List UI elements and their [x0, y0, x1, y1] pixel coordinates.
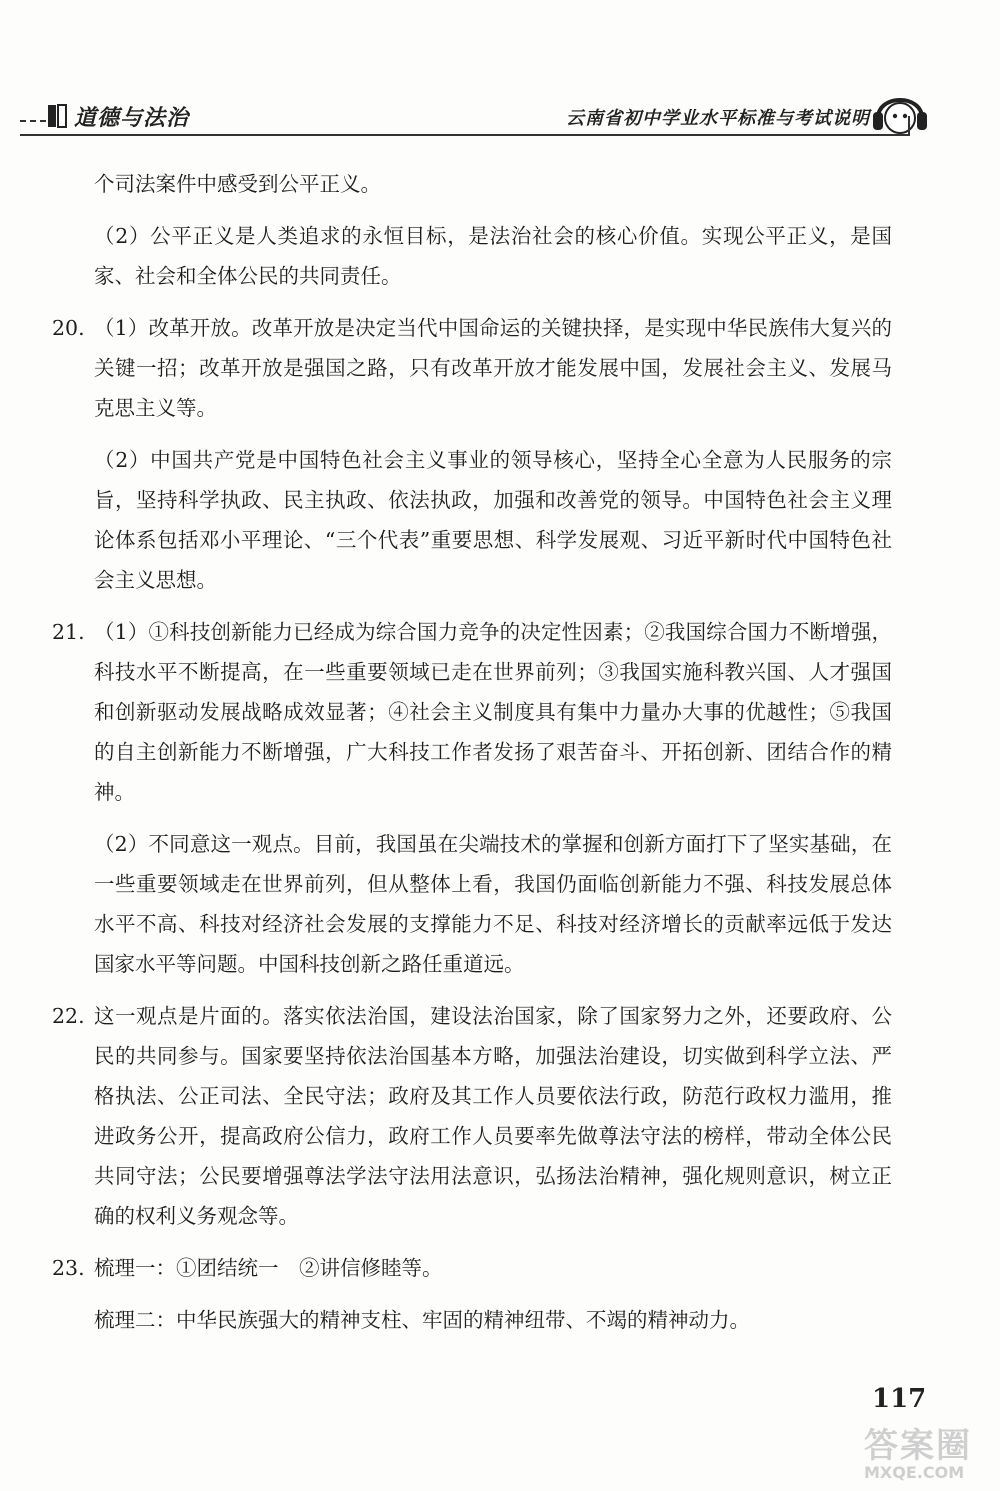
watermark-logo — [864, 1418, 984, 1482]
question-number: 23. — [52, 1256, 85, 1280]
watermark-site: MXQE.COM — [864, 1463, 965, 1482]
answer-paragraph — [52, 164, 892, 204]
question-number: 20. — [52, 316, 85, 340]
answer-content — [52, 164, 892, 1352]
answer-paragraph — [52, 440, 892, 600]
answer-item-22 — [52, 996, 892, 1236]
question-number: 21. — [52, 620, 85, 644]
answer-item-21 — [52, 612, 892, 812]
book-title: 云南省初中学业水平标准与考试说明 — [566, 108, 870, 129]
paragraph-text: （2）不同意这一观点。目前，我国虽在尖端技术的掌握和创新方面打下了坚实基础，在一些重要领域走在世界前列，但从整体上看，我国仍面临创新能力不强、科技发展总体水平不高、科技对经济社会发展的支撑能力不足、科技对经济增长的贡献率远低于发达国家水平等问题。中国科技创新之路任重道远。 — [94, 832, 892, 976]
answer-paragraph — [52, 216, 892, 296]
headphones-mascot-icon — [870, 84, 930, 140]
watermark-main: 答案圈 — [864, 1426, 972, 1466]
subject-title: 道德与法治 — [74, 105, 190, 131]
header-dashed-rule — [20, 120, 46, 122]
answer-item-20 — [52, 308, 892, 428]
header-rule — [20, 134, 910, 136]
paragraph-text: （1）①科技创新能力已经成为综合国力竞争的决定性因素；②我国综合国力不断增强，科技水平不断提高，在一些重要领域已走在世界前列；③我国实施科教兴国、人才强国和创新驱动发展战略成效显著；④社会主义制度具有集中力量办大事的优越性；⑤我国的自主创新能力不断增强，广大科技工作者发扬了艰苦奋斗、开拓创新、团结合作的精神。 — [94, 620, 892, 804]
page-number: 117 — [872, 1384, 927, 1414]
book-icon — [46, 103, 68, 129]
paragraph-text: （1）改革开放。改革开放是决定当代中国命运的关键抉择，是实现中华民族伟大复兴的关键一招；改革开放是强国之路，只有改革开放才能发展中国，发展社会主义、发展马克思主义等。 — [94, 316, 892, 420]
paragraph-text: （2）中国共产党是中国特色社会主义事业的领导核心，坚持全心全意为人民服务的宗旨，坚持科学执政、民主执政、依法执政，加强和改善党的领导。中国特色社会主义理论体系包括邓小平理论、“三个代表”重要思想、科学发展观、习近平新时代中国特色社会主义思想。 — [94, 448, 892, 592]
answer-paragraph — [52, 824, 892, 984]
header-left — [20, 96, 189, 136]
paragraph-text: 这一观点是片面的。落实依法治国，建设法治国家，除了国家努力之外，还要政府、公民的共同参与。国家要坚持依法治国基本方略，加强法治建设，切实做到科学立法、严格执法、公正司法、全民守法；政府及其工作人员要依法行政，防范行政权力滥用，推进政务公开，提高政府公信力，政府工作人员要率先做尊法守法的榜样，带动全体公民共同守法；公民要增强尊法学法守法用法意识，弘扬法治精神，强化规则意识，树立正确的权利义务观念等。 — [94, 1004, 892, 1228]
paragraph-text: 个司法案件中感受到公平正义。 — [94, 172, 381, 196]
question-number: 22. — [52, 1004, 85, 1028]
paragraph-text: 梳理二：中华民族强大的精神支柱、牢固的精神纽带、不竭的精神动力。 — [94, 1308, 750, 1332]
answer-paragraph — [52, 1300, 892, 1340]
header-rule-end — [908, 116, 910, 136]
answer-item-23 — [52, 1248, 892, 1288]
paragraph-text: （2）公平正义是人类追求的永恒目标，是法治社会的核心价值。实现公平正义，是国家、社会和全体公民的共同责任。 — [94, 224, 892, 288]
paragraph-text: 梳理一：①团结统一 ②讲信修睦等。 — [94, 1256, 443, 1280]
